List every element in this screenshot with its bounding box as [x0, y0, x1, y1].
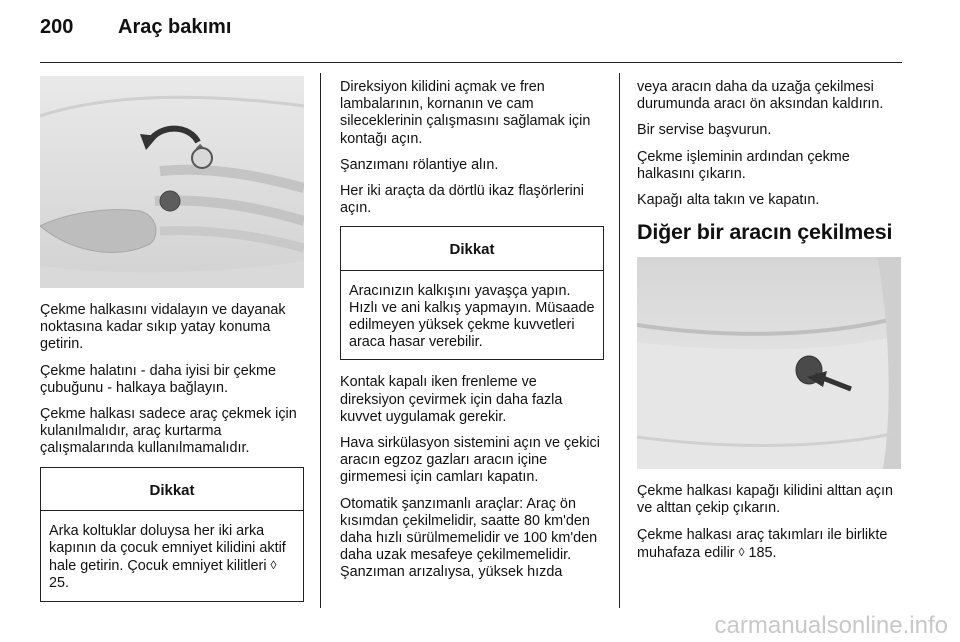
page-title: Araç bakımı — [118, 16, 232, 38]
header-rule — [40, 62, 902, 63]
col3-paragraph-5: Çekme halkası kapağı kilidini alttan açın ve alttan çekip çıkarın. — [637, 483, 893, 517]
col3-paragraph-6-text: Çekme halkası araç takımları ile birlikte muhafaza edilir — [637, 526, 888, 561]
column-1 — [40, 76, 304, 616]
page-ref-link[interactable]: 25. — [49, 575, 70, 592]
col3-paragraph-6 — [637, 527, 903, 562]
col3-paragraph-3: Çekme işleminin ardından çekme halkasını çıkarın. — [637, 148, 850, 182]
col1-paragraph-3: Çekme halkası sadece araç çekmek için kulanılmalıdır, araç kurtarma çalışmalarında kullanılmamalıdır. — [40, 406, 297, 457]
column-divider-2 — [619, 73, 620, 608]
notice-title: Dikkat — [341, 227, 603, 270]
col2-paragraph-4: Kontak kapalı iken frenleme ve direksiyon çevirmek için daha fazla kuvvet uygulamak gerekir. — [340, 374, 563, 425]
page-number: 200 — [40, 16, 74, 38]
col2-paragraph-3: Her iki araçta da dörtlü ikaz flaşörlerini açın. — [340, 183, 584, 217]
column-2 — [340, 79, 604, 591]
notice-box-1 — [40, 467, 304, 602]
col2-paragraph-2: Şanzımanı rölantiye alın. — [340, 156, 499, 173]
page-ref-link[interactable]: 185. — [748, 544, 777, 561]
col3-paragraph-4: Kapağı alta takın ve kapatın. — [637, 192, 820, 209]
notice-box-2 — [340, 226, 604, 360]
notice-text: Arka koltuklar doluysa her iki arka kapının da çocuk emniyet kilidini aktif hale getirin. Çocuk emniyet kilitleri — [49, 522, 286, 575]
section-heading: Diğer bir aracın çekilmesi — [637, 220, 893, 245]
notice-body: Aracınızın kalkışını yavaşça yapın. Hızlı ve ani kalkış yapmayın. Müsaade edilmeyen yüksek çekme kuvvetleri araca hasar verebilir. — [349, 282, 595, 351]
col1-paragraph-2: Çekme halatını - daha iyisi bir çekme çubuğunu - halkaya bağlayın. — [40, 362, 276, 396]
col2-paragraph-5: Hava sirkülasyon sistemini açın ve çekici aracın egzoz gazları aracın içine girmemesi için camları kapatın. — [340, 435, 600, 486]
col2-paragraph-6: Otomatik şanzımanlı araçlar: Araç ön kısımdan çekilmelidir, saatte 80 km'den daha hızlı sürülmemelidir ve 100 km'den daha uzak mesafeye çekilmemelidir. Şanzıman arızalıysa, yüksek hızda — [340, 495, 598, 581]
watermark: carmanualsonline.info — [714, 612, 948, 639]
tow-eye-install-photo-icon — [40, 76, 304, 288]
page-ref-icon: ◊ — [270, 558, 277, 573]
col1-paragraph-1: Çekme halkasını vidalayın ve dayanak noktasına kadar sıkıp yatay konuma getirin. — [40, 302, 286, 353]
notice-body — [41, 511, 303, 601]
page-ref-icon: ◊ — [738, 544, 745, 559]
col3-paragraph-1: veya aracın daha da uzağa çekilmesi durumunda aracı ön aksından kaldırın. — [637, 79, 884, 113]
notice-title: Dikkat — [41, 468, 303, 511]
col2-paragraph-1: Direksiyon kilidini açmak ve fren lambalarının, kornanın ve cam sileceklerinin çalışmasını sağlamak için kontağı açın. — [340, 79, 591, 147]
col3-paragraph-2: Bir servise başvurun. — [637, 122, 772, 139]
column-divider-1 — [320, 73, 321, 608]
column-3 — [637, 79, 903, 571]
rear-tow-cover-photo-icon — [637, 257, 901, 469]
